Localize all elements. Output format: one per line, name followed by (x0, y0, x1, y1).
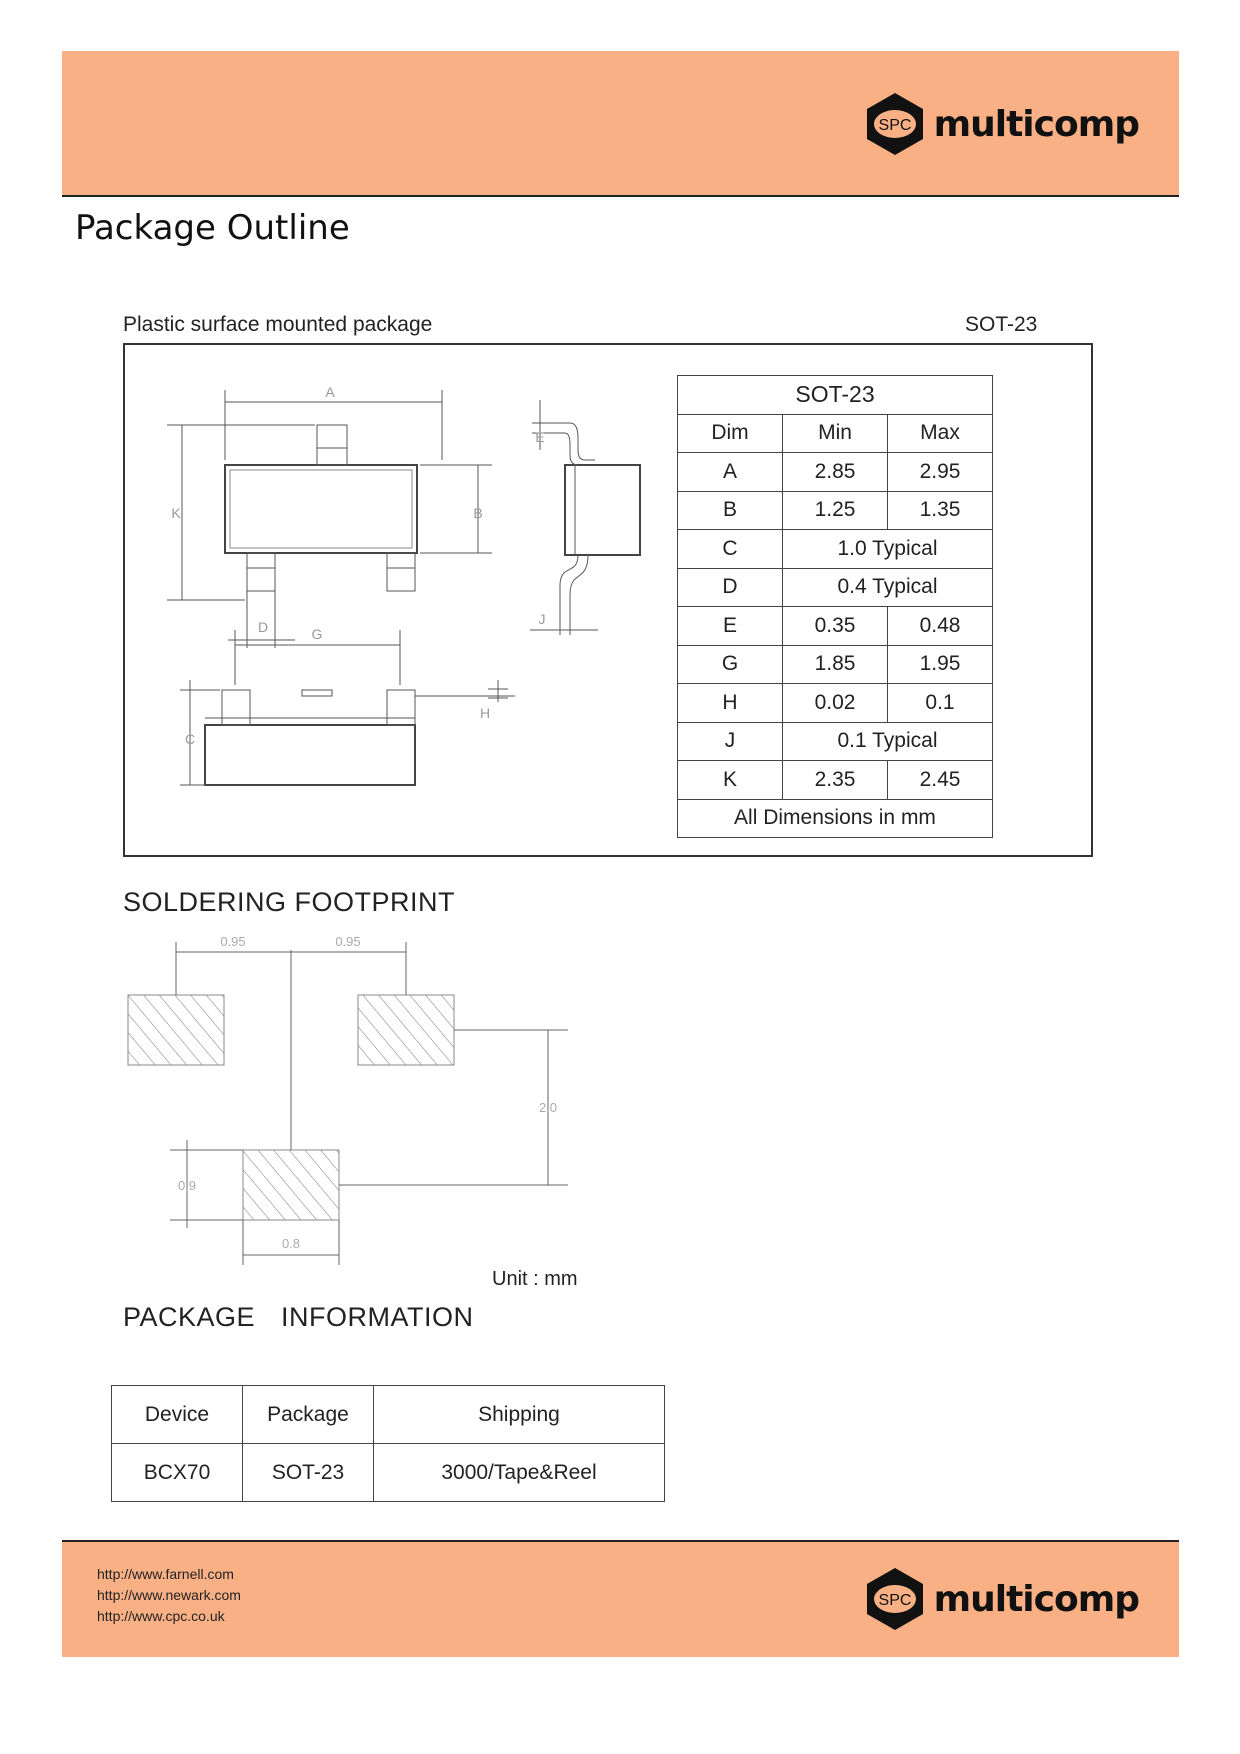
dimension-table-note-row (678, 799, 993, 838)
max-cell: 0.1 (888, 684, 993, 723)
front-pin-left (222, 690, 250, 725)
pitch-right-label: 0.95 (335, 934, 361, 949)
pad-left (128, 995, 224, 1065)
footer-brand-name: multicomp (933, 1578, 1139, 1620)
dim-a-label: A (325, 384, 335, 400)
bottom-pin-right (387, 553, 415, 591)
max-cell: 0.48 (888, 607, 993, 646)
footer-brand-logo (864, 1566, 1139, 1632)
table-row (678, 607, 993, 646)
bottom-pin-left (247, 553, 275, 591)
min-cell: 2.35 (783, 761, 888, 800)
col-header-min: Min (783, 414, 888, 453)
max-cell: 2.45 (888, 761, 993, 800)
top-view-body (225, 465, 417, 553)
dim-cell: H (678, 684, 783, 723)
dim-cell: J (678, 722, 783, 761)
page-title: Package Outline (75, 208, 350, 248)
table-row (112, 1444, 665, 1502)
package-cell: SOT-23 (243, 1444, 374, 1502)
spc-hexagon-icon (864, 91, 926, 157)
side-view-lead-bottom-inner (570, 555, 588, 608)
table-row (678, 568, 993, 607)
col-header-shipping: Shipping (374, 1386, 665, 1444)
footer-band (62, 1540, 1179, 1657)
unit-label: Unit : mm (492, 1268, 578, 1290)
spc-badge-text: SPC (878, 1592, 912, 1609)
package-information-title: PACKAGE INFORMATION (123, 1302, 474, 1332)
dim-cell: G (678, 645, 783, 684)
col-header-dim: Dim (678, 414, 783, 453)
top-pin (317, 425, 347, 465)
dim-c-label: C (184, 731, 196, 747)
device-cell: BCX70 (112, 1444, 243, 1502)
pitch-left-label: 0.95 (220, 934, 246, 949)
dim-cell: D (678, 568, 783, 607)
front-pin-center (302, 690, 332, 696)
package-info-header-row (112, 1386, 665, 1444)
dim-cell: K (678, 761, 783, 800)
side-view-body (565, 465, 640, 555)
side-view-lead-top (560, 423, 595, 460)
table-row (678, 761, 993, 800)
top-view-body-inner (230, 470, 412, 548)
typical-cell: 1.0 Typical (783, 530, 993, 569)
soldering-footprint-drawing (120, 930, 590, 1270)
table-row (678, 530, 993, 569)
package-code: SOT-23 (965, 313, 1038, 336)
table-row (678, 684, 993, 723)
shipping-cell: 3000/Tape&Reel (374, 1444, 665, 1502)
dim-cell: A (678, 453, 783, 492)
dimension-table-header-row (678, 414, 993, 453)
side-view-lead-top-inner (560, 433, 578, 465)
dim-cell: E (678, 607, 783, 646)
pad-bottom (243, 1150, 339, 1220)
dim-g-label: G (311, 626, 323, 642)
col-header-max: Max (888, 414, 993, 453)
max-cell: 2.95 (888, 453, 993, 492)
header-band (62, 51, 1179, 197)
pad-h-label: 0.9 (177, 1178, 197, 1193)
dimension-table-title-row (678, 376, 993, 415)
dim-cell: C (678, 530, 783, 569)
dimension-table-title: SOT-23 (678, 376, 993, 415)
spc-badge-text: SPC (878, 117, 912, 134)
front-pin-right (387, 690, 415, 725)
brand-name: multicomp (933, 103, 1139, 145)
dim-d-label: D (257, 619, 269, 635)
dim-b-label: B (473, 505, 483, 521)
max-cell: 1.95 (888, 645, 993, 684)
footer-link-cpc[interactable]: http://www.cpc.co.uk (97, 1608, 225, 1624)
min-cell: 2.85 (783, 453, 888, 492)
max-cell: 1.35 (888, 491, 993, 530)
package-outline-drawing (160, 380, 660, 820)
dimension-table-note: All Dimensions in mm (678, 799, 993, 838)
min-cell: 1.25 (783, 491, 888, 530)
footer-links (97, 1564, 241, 1627)
dim-h-label: H (479, 705, 491, 721)
col-header-package: Package (243, 1386, 374, 1444)
table-row (678, 491, 993, 530)
typical-cell: 0.1 Typical (783, 722, 993, 761)
brand-logo (864, 91, 1139, 157)
spc-hexagon-icon (864, 1566, 926, 1632)
col-header-device: Device (112, 1386, 243, 1444)
dim-j-label: J (538, 611, 546, 627)
typical-cell: 0.4 Typical (783, 568, 993, 607)
table-row (678, 453, 993, 492)
height-label: 2.0 (538, 1100, 558, 1115)
footer-link-farnell[interactable]: http://www.farnell.com (97, 1566, 234, 1582)
dim-k-label: K (171, 505, 181, 521)
dimension-table (677, 375, 993, 838)
footer-link-newark[interactable]: http://www.newark.com (97, 1587, 241, 1603)
package-caption: Plastic surface mounted package (123, 313, 433, 336)
min-cell: 0.02 (783, 684, 888, 723)
package-info-table (111, 1385, 665, 1502)
pad-right (358, 995, 454, 1065)
soldering-footprint-title: SOLDERING FOOTPRINT (123, 887, 456, 917)
table-row (678, 722, 993, 761)
min-cell: 0.35 (783, 607, 888, 646)
dim-cell: B (678, 491, 783, 530)
side-view-lead-bottom (560, 555, 578, 608)
table-row (678, 645, 993, 684)
front-view-body (205, 725, 415, 785)
min-cell: 1.85 (783, 645, 888, 684)
pad-w-label: 0.8 (281, 1236, 301, 1251)
dim-e-label: E (535, 429, 545, 445)
